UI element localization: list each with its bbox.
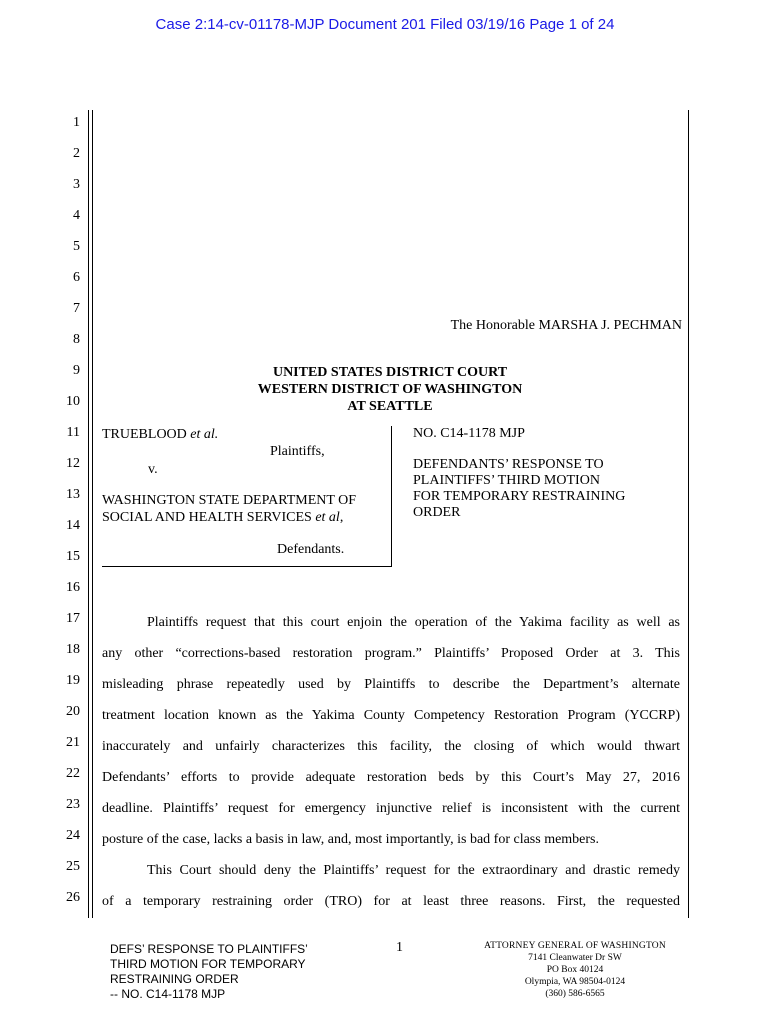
footer-case-number: -- NO. C14-1178 MJP (110, 987, 226, 1001)
line-number: 7 (73, 301, 80, 316)
court-name: UNITED STATES DISTRICT COURT (272, 365, 508, 380)
body-line: misleading phrase repeatedly used by Plaintiffs to describe the Department’s alternate (102, 677, 680, 692)
line-number: 20 (66, 704, 80, 719)
line-number: 15 (66, 549, 80, 564)
body-line: This Court should deny the Plaintiffs’ request for the extraordinary and drastic remedy (147, 863, 680, 878)
caption-box-right-rule (391, 426, 392, 567)
line-number: 18 (66, 642, 80, 657)
court-location: AT SEATTLE (347, 399, 433, 414)
defendant-line-2 (102, 509, 392, 526)
line-number: 23 (66, 797, 80, 812)
plaintiffs-label: Plaintiffs, (270, 444, 325, 459)
body-line: Defendants’ efforts to provide adequate restoration beds by this Court’s May 27, 2016 (102, 770, 680, 785)
left-margin-rule-outer (88, 110, 89, 918)
court-district: WESTERN DISTRICT OF WASHINGTON (257, 382, 523, 397)
document-title-line-4: ORDER (413, 505, 461, 520)
page-number: 1 (396, 940, 403, 955)
footer-document-title (110, 942, 308, 1002)
line-number: 6 (73, 270, 80, 285)
case-caption-parties (102, 426, 392, 558)
paragraph-1 (102, 607, 680, 855)
address-street: 7141 Cleanwater Dr SW (528, 953, 622, 963)
address-city: Olympia, WA 98504-0124 (524, 977, 626, 987)
document-body (102, 607, 680, 917)
line-number: 22 (66, 766, 80, 781)
defendants-label: Defendants. (277, 542, 345, 557)
line-number: 12 (66, 456, 80, 471)
body-line: Plaintiffs request that this court enjoin the operation of the Yakima facility as well as (147, 615, 680, 630)
line-number: 3 (73, 177, 80, 192)
court-heading (100, 364, 680, 415)
line-number: 25 (66, 859, 80, 874)
body-line: inaccurately and unfairly characterizes this facility, the closing of which would thwart (102, 739, 680, 754)
plaintiff-et-al: et al. (190, 427, 219, 442)
line-number: 17 (66, 611, 80, 626)
address-po-box: PO Box 40124 (546, 965, 604, 975)
footer-title-line: THIRD MOTION FOR TEMPORARY (110, 957, 306, 971)
footer-attorney-general-address (470, 940, 680, 1000)
versus: v. (148, 462, 158, 477)
body-line: posture of the case, lacks a basis in law, and, most importantly, is bad for class members. (102, 832, 600, 847)
paragraph-2 (102, 855, 680, 917)
ecf-header-stamp: Case 2:14-cv-01178-MJP Document 201 Filed 03/19/16 Page 1 of 24 (155, 16, 615, 33)
line-number: 1 (73, 115, 80, 130)
line-number: 19 (66, 673, 80, 688)
address-phone: (360) 586-6565 (545, 989, 605, 999)
body-line: any other “corrections-based restoration program.” Plaintiffs’ Proposed Order at 3. This (102, 646, 680, 661)
case-number: NO. C14-1178 MJP (413, 426, 525, 441)
line-number: 13 (66, 487, 80, 502)
defendant-line-2-text: SOCIAL AND HEALTH SERVICES (102, 510, 316, 525)
defendant-comma: , (339, 510, 344, 525)
line-number: 9 (73, 363, 80, 378)
line-number: 2 (73, 146, 80, 161)
caption-box-bottom-rule (102, 566, 392, 567)
right-margin-rule (688, 110, 689, 918)
judge-name: The Honorable MARSHA J. PECHMAN (450, 318, 682, 333)
line-number: 26 (66, 890, 80, 905)
line-number: 8 (73, 332, 80, 347)
body-line: deadline. Plaintiffs’ request for emergency injunctive relief is inconsistent with the current (102, 801, 680, 816)
defendant-et-al: et al (315, 510, 340, 525)
defendant-line-1: WASHINGTON STATE DEPARTMENT OF (102, 493, 357, 508)
footer-title-line: DEFS’ RESPONSE TO PLAINTIFFS’ (110, 942, 308, 956)
body-line: of a temporary restraining order (TRO) for at least three reasons. First, the requested (102, 894, 680, 909)
case-caption-title (413, 426, 673, 521)
line-number: 11 (66, 425, 80, 440)
line-number: 24 (66, 828, 80, 843)
left-margin-rule-inner (92, 110, 93, 918)
plaintiff-name (102, 426, 392, 443)
document-title-line-2: PLAINTIFFS’ THIRD MOTION (413, 473, 600, 488)
line-number: 4 (73, 208, 80, 223)
line-number: 14 (66, 518, 80, 533)
footer-title-line: RESTRAINING ORDER (110, 972, 239, 986)
plaintiff-name-text: TRUEBLOOD (102, 427, 191, 442)
line-number: 5 (73, 239, 80, 254)
line-number: 10 (66, 394, 80, 409)
document-title-line-3: FOR TEMPORARY RESTRAINING (413, 489, 626, 504)
line-number: 16 (66, 580, 80, 595)
document-title-line-1: DEFENDANTS’ RESPONSE TO (413, 457, 604, 472)
attorney-general-office: ATTORNEY GENERAL OF WASHINGTON (484, 941, 666, 951)
body-line: treatment location known as the Yakima County Competency Restoration Program (YCCRP) (102, 708, 680, 723)
line-number: 21 (66, 735, 80, 750)
